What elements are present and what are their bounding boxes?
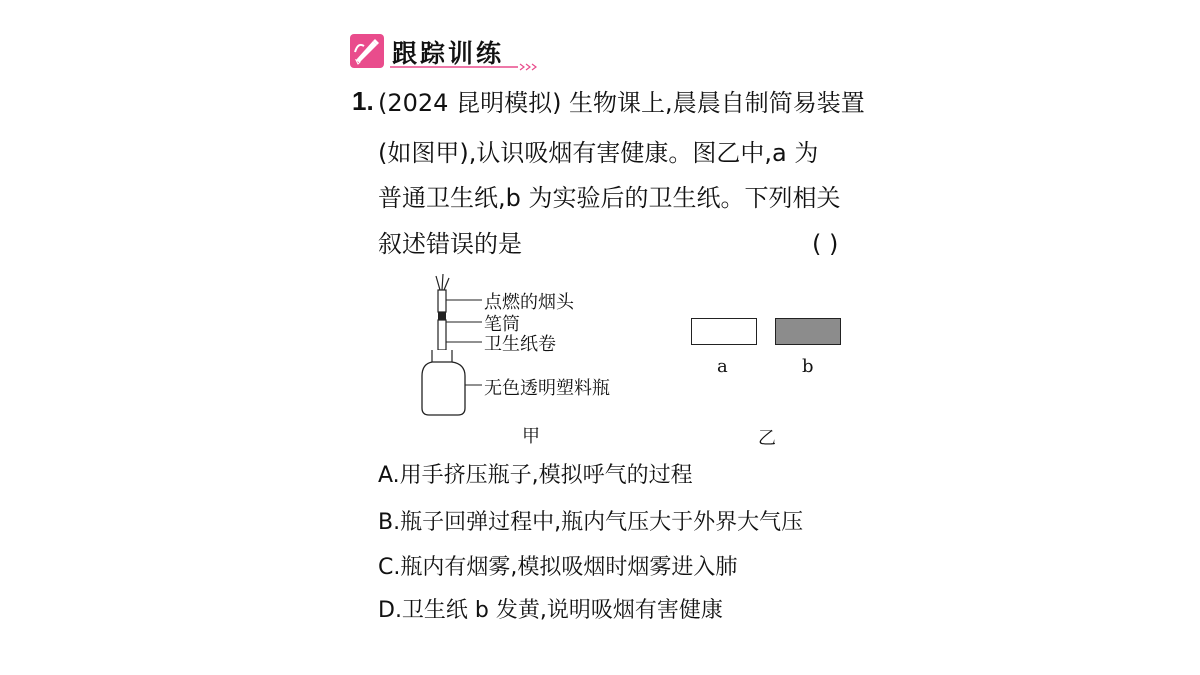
option-d: D.卫生纸 b 发黄,说明吸烟有害健康 (378, 598, 723, 623)
option-c: C.瓶内有烟雾,模拟吸烟时烟雾进入肺 (378, 555, 738, 580)
answer-bracket: ( ) (812, 230, 839, 258)
label-cigarette: 点燃的烟头 (484, 292, 574, 313)
question-line-3: 普通卫生纸,b 为实验后的卫生纸。下列相关 (378, 184, 841, 212)
header-underline (390, 63, 540, 73)
header-title: 跟踪训练 (392, 39, 505, 68)
question-line-1: (2024 昆明模拟) 生物课上,晨晨自制简易装置 (378, 89, 865, 117)
option-b: B.瓶子回弹过程中,瓶内气压大于外界大气压 (378, 510, 804, 535)
label-plastic-bottle: 无色透明塑料瓶 (484, 378, 610, 399)
figure (410, 268, 880, 448)
label-pen-tube: 笔筒 (484, 314, 520, 335)
question-line-4: 叙述错误的是 (378, 230, 522, 258)
label-b: b (802, 356, 814, 377)
tissue-a (691, 318, 757, 345)
caption-jia: 甲 (522, 426, 540, 447)
question-number: 1. (352, 86, 374, 116)
question-line-2: (如图甲),认识吸烟有害健康。图乙中,a 为 (378, 139, 819, 167)
pencil-icon (350, 34, 384, 68)
label-a: a (717, 356, 728, 377)
option-a: A.用手挤压瓶子,模拟呼气的过程 (378, 463, 693, 488)
tissue-b (775, 318, 841, 345)
caption-yi: 乙 (758, 428, 776, 449)
label-tissue-roll: 卫生纸卷 (484, 334, 556, 355)
